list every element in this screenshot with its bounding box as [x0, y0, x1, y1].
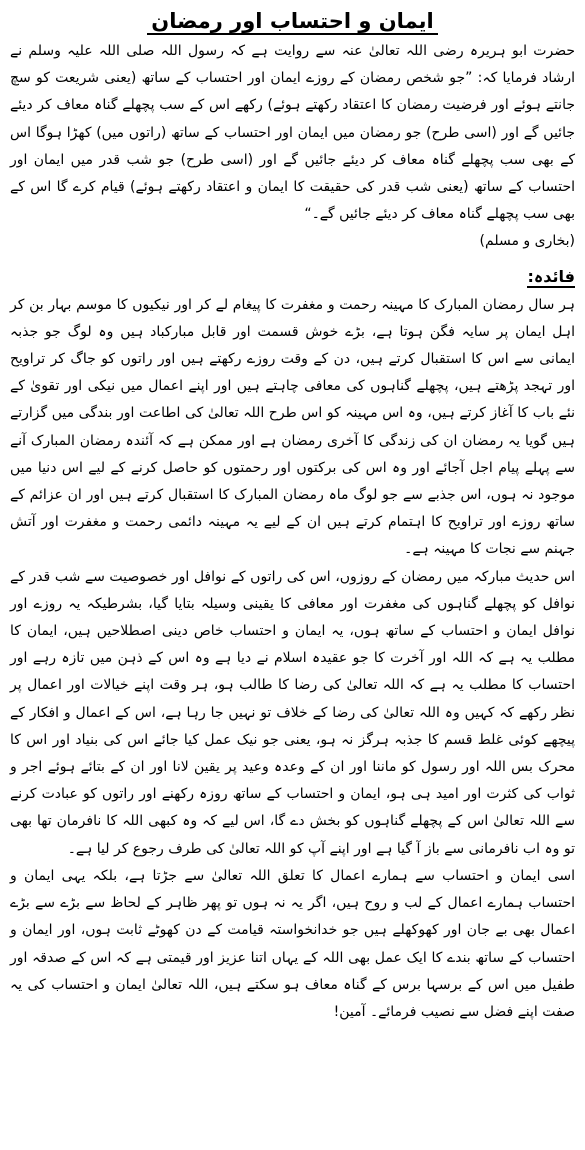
commentary-paragraph-1: ہر سال رمضان المبارک کا مہینہ رحمت و مغفرت کا پیغام لے کر اور نیکیوں کا موسم بہار بن کر اہل ایمان پر سایہ فگن ہوتا ہے، بڑے خوش قسمت اور قابل مبارکباد ہیں وہ لوگ جو جذبہ ایمانی سے اس کا استقبال کرتے ہیں، دن کے وقت روزے رکھتے ہیں اور راتوں کو جاگ کر تراویح اور تہجد پڑھتے ہیں، پچھلے گناہوں کی معافی چاہتے ہیں اور اپنے اعمال میں نیکی اور تقویٰ کے نئے باب کا آغاز کرتے ہیں، وہ اس مہینہ کو اس طرح اللہ تعالیٰ کی اطاعت اور بندگی میں گزارتے ہیں گویا یہ رمضان ان کی زندگی کا آخری رمضان ہے اور ممکن ہے کہ آئندہ رمضان المبارک آنے سے پہلے پیام اجل آجائے اور وہ اس کی برکتوں اور رحمتوں کو حاصل کرنے کے لیے اس دنیا میں موجود نہ ہوں، اس جذبے سے جو لوگ ماہ رمضان المبارک کا استقبال کرتے ہیں اور ان عزائم کے ساتھ روزے اور تراویح کا اہتمام کرتے ہیں ان کے لیے یہ مہینہ دائمی رحمت و مغفرت اور آتش جہنم سے نجات کا مہینہ ہے۔ — [10, 296, 575, 558]
commentary-paragraph-3: اسی ایمان و احتساب سے ہمارے اعمال کا تعلق اللہ تعالیٰ سے جڑتا ہے، بلکہ یہی ایمان و احتساب ہمارے اعمال کے لب و روح ہیں، اگر یہ نہ ہوں تو پھر ظاہر کے لحاظ سے بڑے سے بڑے اعمال بھی بے جان اور کھوکھلے ہیں جو خدانخواستہ قیامت کے دن کھوٹے ثابت ہوں، اور ایمان و احتساب کے ساتھ بندے کا ایک عمل بھی اللہ کے یہاں اتنا عزیز اور قیمتی ہے کہ اس کے صدقہ اور طفیل میں اس کے برسہا برس کے گناہ معاف ہو سکتے ہیں، اللہ تعالیٰ ایمان و احتساب کی یہ صفت اپنے فضل سے نصیب فرمائے۔ آمین! — [10, 867, 575, 1020]
commentary-paragraph-2: اس حدیث مبارکہ میں رمضان کے روزوں، اس کی راتوں کے نوافل اور خصوصیت سے شب قدر کے نوافل کو پچھلے گناہوں کی مغفرت اور معافی کا یقینی وسیلہ بتایا گیا، بشرطیکہ یہ روزے اور نوافل ایمان و احتساب کے ساتھ ہوں، یہ ایمان و احتساب خاص دینی اصطلاحیں ہیں، ایمان کا مطلب یہ ہے کہ اللہ اور آخرت کا جو عقیدہ اسلام نے دیا ہے وہ اس کے ذہن میں تازہ رہے اور احتساب کا مطلب یہ ہے کہ اللہ تعالیٰ کی رضا کا طالب ہو، ہر وقت اپنے خیالات اور اعمال پر نظر رکھے کہ کہیں وہ اللہ تعالیٰ کی رضا کے خلاف تو نہیں جا رہا ہے، اس کے اعمال و افکار کے پیچھے کوئی غلط قسم کا جذبہ ہرگز نہ ہو، یعنی جو نیک عمل کیا جائے اس کی بنیاد اور اس کا محرک بس اللہ اور رسول کو ماننا اور ان کے وعدہ وعید پر یقین لانا اور ان کے بتائے ہوئے اجر و ثواب کی کثرت اور امید ہی ہو، ایمان و احتساب کے ساتھ روزہ رکھنے اور راتوں کو عبادت کرنے سے اللہ تعالیٰ اس کے پچھلے گناہوں کو بخش دے گا، اس لیے کہ وہ کبھی اللہ کا نافرمان تھا بھی تو وہ اب نافرمانی سے باز آ گیا ہے اور اپنے آپ کو اللہ تعالیٰ کی طرف رجوع کر لیا ہے۔ — [10, 568, 575, 857]
article-title — [10, 6, 575, 36]
hadith-paragraph: حضرت ابو ہریرہ رضی اللہ تعالیٰ عنہ سے روایت ہے کہ رسول اللہ صلی اللہ علیہ وسلم نے ارشاد فرمایا کہ: ”جو شخص رمضان کے روزے ایمان اور احتساب کے ساتھ (یعنی شریعت کو سچ جانتے ہوئے اور فرضیت رمضان کا اعتقاد رکھتے ہوئے) رکھے اس کے سب پچھلے گناہ معاف کر دیئے جائیں گے اور (اسی طرح) جو رمضان میں ایمان اور احتساب کے ساتھ (راتوں میں) کھڑا ہوگا اس کے بھی سب پچھلے گناہ معاف کر دیئے جائیں گے اور (اسی طرح) جو شب قدر میں ایمان اور احتساب کے ساتھ (یعنی شب قدر کی حقیقت کا ایمان و اعتقاد رکھتے ہوئے) قیام کرے گا اس کے بھی سب پچھلے گناہ معاف کر دیئے جائیں گے۔“ — [10, 43, 575, 223]
article-title-text: ایمان و احتساب اور رمضان — [147, 9, 437, 35]
hadith-reference: (بخاری و مسلم) — [479, 233, 575, 250]
faida-heading-text: فائدہ: — [527, 266, 575, 286]
faida-heading — [10, 262, 575, 292]
